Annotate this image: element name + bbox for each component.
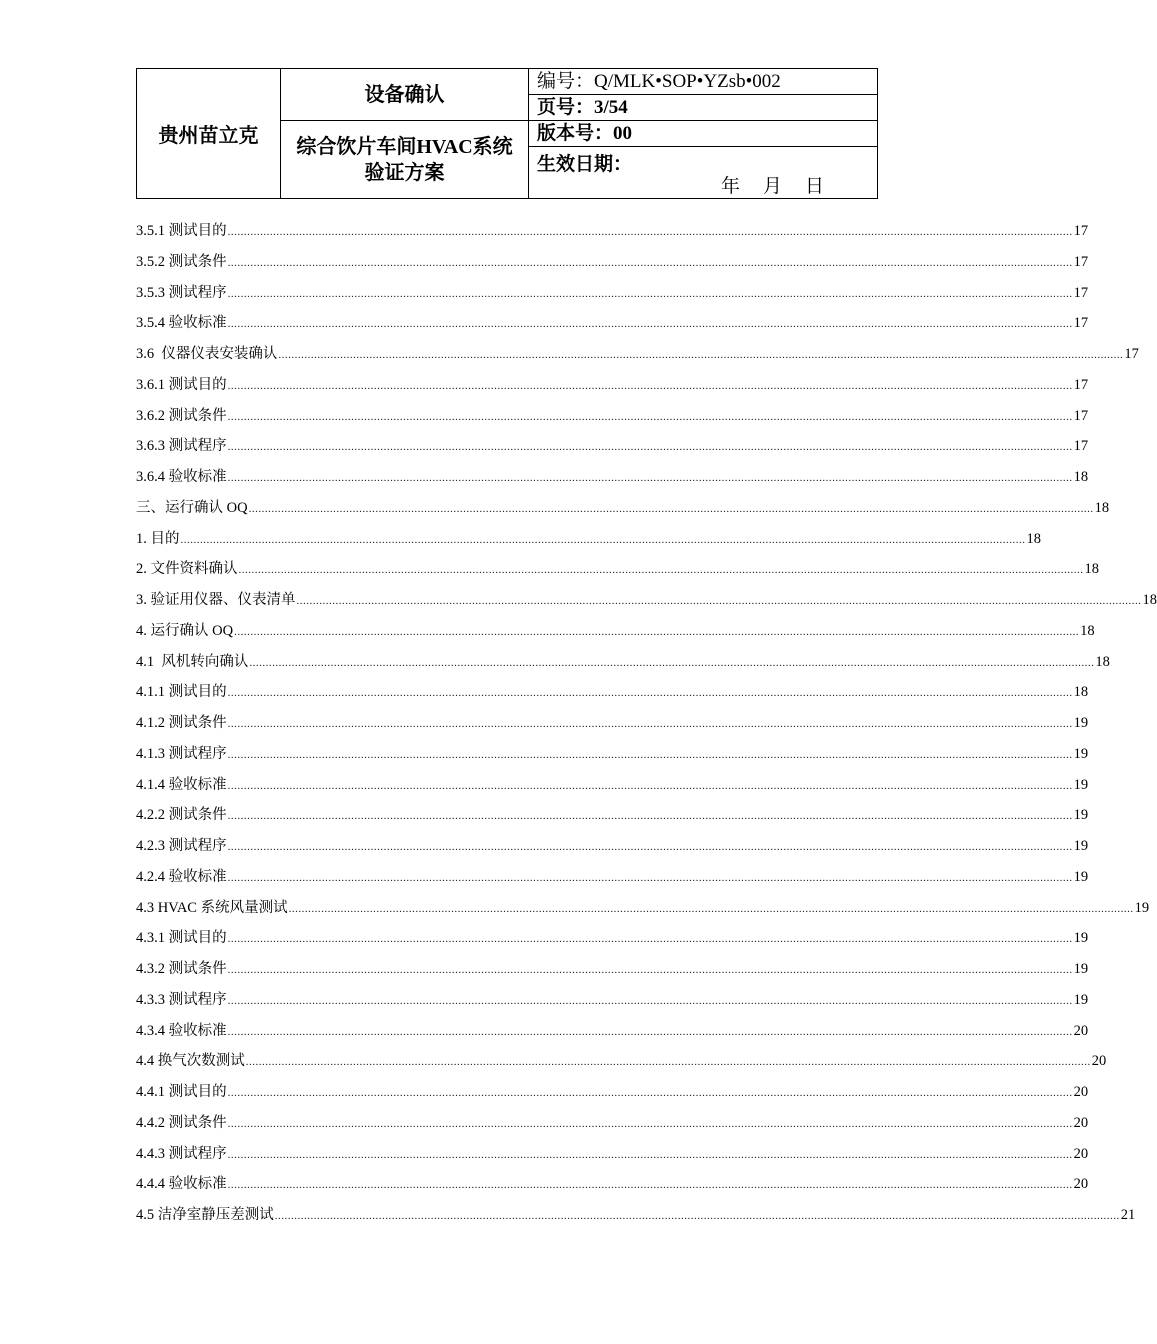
toc-entry-label: 4.3.1 测试目的: [136, 930, 227, 947]
date-day: 日: [804, 176, 825, 197]
toc-entry-label: 4.1.3 测试程序: [136, 745, 227, 762]
toc-entry[interactable]: [136, 342, 1139, 373]
toc-entry[interactable]: [136, 465, 1089, 496]
toc-entry-page: 19: [1134, 899, 1150, 916]
toc-dot-leader: ....................................................................................................................................................................................................................................................................: [296, 595, 1142, 607]
toc-entry[interactable]: [136, 1111, 1089, 1142]
toc-entry[interactable]: [136, 557, 1099, 588]
toc-entry-page: 21: [1120, 1207, 1136, 1223]
toc-entry-page: 17: [1073, 253, 1089, 270]
toc-dot-leader: ....................................................................................................................................................................................................................................................................: [227, 841, 1073, 853]
toc-entry-page: 19: [1073, 838, 1089, 854]
toc-entry[interactable]: [136, 957, 1089, 988]
toc-entry-page: 18: [1080, 622, 1095, 639]
toc-entry-page: 19: [1073, 807, 1089, 824]
toc-dot-leader: ....................................................................................................................................................................................................................................................................: [227, 1117, 1073, 1130]
toc-entry[interactable]: [136, 250, 1089, 281]
toc-entry[interactable]: [136, 1080, 1089, 1111]
toc-entry-page: 20: [1073, 1114, 1089, 1131]
document-title: 综合饮片车间HVAC系统验证方案: [281, 121, 529, 199]
toc-dot-leader: ....................................................................................................................................................................................................................................................................: [227, 472, 1073, 484]
toc-dot-leader: ....................................................................................................................................................................................................................................................................: [227, 1179, 1073, 1192]
date-year: 年: [720, 176, 741, 197]
toc-entry-page: 20: [1073, 1022, 1089, 1039]
toc-entry[interactable]: [136, 803, 1089, 834]
toc-entry-label: 3.5.1 测试目的: [136, 223, 227, 239]
toc-entry-page: 19: [1073, 961, 1089, 977]
toc-entry-page: 18: [1073, 469, 1089, 485]
toc-dot-leader: ....................................................................................................................................................................................................................................................................: [238, 564, 1084, 577]
document-type: 设备确认: [281, 69, 529, 121]
toc-entry-label: 4. 运行确认 OQ: [136, 622, 234, 639]
toc-entry-label: 4.4.2 测试条件: [136, 1114, 227, 1131]
table-of-contents: [136, 219, 1157, 1234]
toc-entry-page: 17: [1073, 438, 1089, 455]
toc-entry-label: 4.1 风机转向确认: [136, 653, 249, 670]
toc-dot-leader: ....................................................................................................................................................................................................................................................................: [227, 810, 1073, 823]
toc-dot-leader: ....................................................................................................................................................................................................................................................................: [227, 718, 1073, 730]
toc-entry[interactable]: [136, 619, 1095, 650]
toc-dot-leader: ....................................................................................................................................................................................................................................................................: [227, 748, 1073, 761]
toc-entry-page: 19: [1073, 991, 1089, 1008]
toc-entry[interactable]: [136, 1049, 1107, 1080]
toc-dot-leader: ....................................................................................................................................................................................................................................................................: [227, 1087, 1073, 1099]
toc-entry-page: 20: [1073, 1084, 1089, 1100]
toc-dot-leader: ....................................................................................................................................................................................................................................................................: [227, 687, 1073, 700]
toc-entry-label: 3.6.4 验收标准: [136, 469, 227, 485]
toc-entry-page: 17: [1073, 284, 1089, 301]
toc-entry-page: 20: [1073, 1176, 1089, 1193]
toc-entry[interactable]: [136, 926, 1089, 957]
toc-entry-page: 18: [1094, 499, 1110, 516]
toc-dot-leader: ....................................................................................................................................................................................................................................................................: [234, 625, 1080, 638]
toc-entry[interactable]: [136, 1203, 1136, 1234]
toc-entry[interactable]: [136, 1142, 1089, 1173]
toc-entry-label: 3. 验证用仪器、仪表清单: [136, 592, 296, 608]
toc-entry-page: 20: [1091, 1053, 1107, 1070]
toc-entry-label: 3.6.2 测试条件: [136, 407, 227, 424]
toc-entry-label: 4.2.4 验收标准: [136, 868, 227, 885]
toc-entry-page: 17: [1073, 376, 1089, 393]
document-code: 编号：Q/MLK•SOP•YZsb•002: [529, 69, 878, 95]
toc-dot-leader: ....................................................................................................................................................................................................................................................................: [227, 441, 1073, 454]
toc-dot-leader: ....................................................................................................................................................................................................................................................................: [227, 318, 1073, 331]
toc-entry-label: 4.1.1 测试目的: [136, 684, 227, 701]
document-header-table: [136, 68, 878, 199]
page-number: 页号：3/54: [529, 95, 878, 121]
toc-entry-label: 4.4 换气次数测试: [136, 1053, 245, 1070]
toc-dot-leader: ....................................................................................................................................................................................................................................................................: [227, 779, 1073, 792]
toc-dot-leader: ....................................................................................................................................................................................................................................................................: [227, 379, 1073, 392]
toc-entry-label: 3.5.2 测试条件: [136, 253, 227, 270]
toc-entry-page: 18: [1073, 684, 1089, 701]
toc-entry[interactable]: [136, 219, 1089, 250]
toc-dot-leader: ....................................................................................................................................................................................................................................................................: [227, 226, 1073, 238]
company-name: 贵州苗立克: [137, 69, 281, 199]
toc-entry[interactable]: [136, 834, 1089, 865]
toc-entry-page: 19: [1073, 776, 1089, 793]
toc-dot-leader: ....................................................................................................................................................................................................................................................................: [288, 902, 1134, 915]
toc-entry[interactable]: [136, 373, 1089, 404]
toc-entry-label: 3.5.4 验收标准: [136, 315, 227, 332]
toc-dot-leader: ....................................................................................................................................................................................................................................................................: [249, 656, 1095, 669]
toc-entry-page: 20: [1073, 1145, 1089, 1162]
toc-dot-leader: ....................................................................................................................................................................................................................................................................: [227, 933, 1073, 946]
toc-entry-label: 3.6.1 测试目的: [136, 376, 227, 393]
toc-entry-page: 17: [1073, 223, 1089, 239]
toc-entry[interactable]: [136, 650, 1110, 681]
toc-dot-leader: ....................................................................................................................................................................................................................................................................: [248, 502, 1094, 515]
effective-date-placeholder: [699, 171, 825, 198]
toc-entry-label: 4.5 洁净室静压差测试: [136, 1207, 274, 1223]
toc-entry[interactable]: [136, 1019, 1089, 1050]
toc-dot-leader: ....................................................................................................................................................................................................................................................................: [180, 533, 1026, 546]
toc-entry-page: 19: [1073, 715, 1089, 731]
version-number: 版本号：00: [529, 121, 878, 147]
date-month: 月: [762, 176, 783, 197]
toc-dot-leader: ....................................................................................................................................................................................................................................................................: [245, 1056, 1091, 1069]
toc-dot-leader: ....................................................................................................................................................................................................................................................................: [227, 1025, 1073, 1038]
toc-entry-label: 4.4.4 验收标准: [136, 1176, 227, 1193]
toc-entry-label: 4.2.3 测试程序: [136, 838, 227, 854]
toc-dot-leader: ....................................................................................................................................................................................................................................................................: [274, 1210, 1120, 1222]
toc-entry[interactable]: [136, 1172, 1089, 1203]
toc-dot-leader: ....................................................................................................................................................................................................................................................................: [227, 410, 1073, 423]
toc-entry[interactable]: [136, 527, 1041, 558]
toc-entry[interactable]: [136, 896, 1150, 927]
toc-entry-label: 4.2.2 测试条件: [136, 807, 227, 824]
effective-date-cell: [529, 147, 878, 199]
toc-entry-page: 19: [1073, 930, 1089, 947]
toc-entry[interactable]: [136, 988, 1089, 1019]
toc-entry[interactable]: [136, 865, 1089, 896]
effective-date-label: 生效日期：: [537, 154, 633, 175]
toc-entry-label: 4.3.2 测试条件: [136, 961, 227, 977]
toc-entry[interactable]: [136, 434, 1089, 465]
toc-dot-leader: ....................................................................................................................................................................................................................................................................: [227, 1148, 1073, 1161]
toc-dot-leader: ....................................................................................................................................................................................................................................................................: [227, 287, 1073, 300]
toc-entry[interactable]: [136, 311, 1089, 342]
toc-entry-page: 19: [1073, 868, 1089, 885]
toc-entry-label: 2. 文件资料确认: [136, 561, 238, 578]
toc-entry-page: 18: [1095, 653, 1110, 670]
toc-entry-label: 4.3 HVAC 系统风量测试: [136, 899, 288, 916]
toc-entry[interactable]: [136, 588, 1157, 619]
toc-entry[interactable]: [136, 742, 1089, 773]
toc-dot-leader: ....................................................................................................................................................................................................................................................................: [227, 964, 1073, 976]
toc-entry[interactable]: [136, 773, 1089, 804]
toc-entry[interactable]: [136, 680, 1089, 711]
toc-entry-label: 3.5.3 测试程序: [136, 284, 227, 301]
toc-entry[interactable]: [136, 281, 1089, 312]
toc-dot-leader: ....................................................................................................................................................................................................................................................................: [227, 256, 1073, 269]
toc-entry[interactable]: [136, 404, 1089, 435]
toc-entry-page: 18: [1142, 592, 1157, 608]
toc-entry-page: 17: [1073, 315, 1089, 332]
toc-entry-label: 4.1.4 验收标准: [136, 776, 227, 793]
toc-entry-label: 3.6 仪器仪表安装确认: [136, 346, 278, 362]
toc-entry-label: 4.3.4 验收标准: [136, 1022, 227, 1039]
toc-entry-label: 4.1.2 测试条件: [136, 715, 227, 731]
toc-entry-label: 1. 目的: [136, 530, 180, 547]
toc-entry-label: 4.3.3 测试程序: [136, 991, 227, 1008]
toc-entry[interactable]: [136, 711, 1089, 742]
toc-entry-page: 17: [1073, 407, 1089, 424]
toc-entry-page: 18: [1026, 530, 1041, 547]
toc-dot-leader: ....................................................................................................................................................................................................................................................................: [278, 349, 1124, 361]
toc-entry-label: 4.4.1 测试目的: [136, 1084, 227, 1100]
toc-entry-page: 18: [1084, 561, 1099, 578]
toc-entry-label: 三、运行确认 OQ: [136, 499, 248, 516]
toc-entry-label: 3.6.3 测试程序: [136, 438, 227, 455]
toc-entry-page: 17: [1124, 346, 1139, 362]
toc-entry-label: 4.4.3 测试程序: [136, 1145, 227, 1162]
toc-dot-leader: ....................................................................................................................................................................................................................................................................: [227, 994, 1073, 1007]
toc-entry-page: 19: [1073, 745, 1089, 762]
toc-entry[interactable]: [136, 496, 1110, 527]
toc-dot-leader: ....................................................................................................................................................................................................................................................................: [227, 871, 1073, 884]
